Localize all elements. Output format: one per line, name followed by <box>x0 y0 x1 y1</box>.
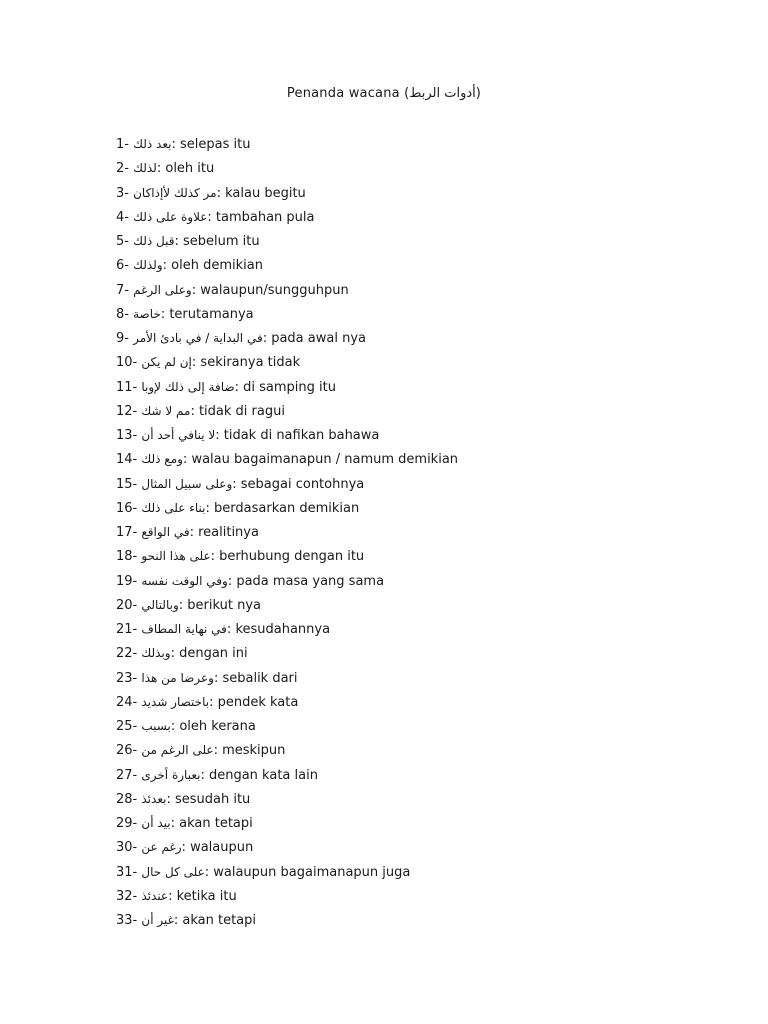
list-item: 28- بعدئذ: sesudah itu <box>116 791 251 807</box>
item-number: 18- <box>116 549 138 565</box>
arabic-phrase: على هذا النحو <box>141 549 211 564</box>
malay-translation: oleh kerana <box>179 719 256 734</box>
page-title: Penanda wacana (أدوات الربط) <box>286 86 482 101</box>
malay-translation: oleh itu <box>165 161 215 177</box>
list-item: 23- وعرضا من هذا: sebalik dari <box>116 670 298 686</box>
phrase-list <box>116 136 736 936</box>
arabic-phrase: ضافة إلى ذلك لإوبا <box>141 379 235 394</box>
malay-translation: tidak di nafikan bahawa <box>223 428 380 443</box>
item-number: 13- <box>116 428 138 443</box>
list-item: 31- على كل حال: walaupun bagaimanapun juga <box>116 864 411 880</box>
list-item: 12- مم لا شك: tidak di ragui <box>116 403 285 419</box>
malay-translation: pendek kata <box>217 694 299 710</box>
malay-translation: oleh demikian <box>171 258 263 274</box>
arabic-phrase: لذلك <box>133 161 157 176</box>
arabic-phrase: وبالتالي <box>141 597 179 612</box>
item-number: 20- <box>116 597 138 613</box>
malay-translation: selepas itu <box>179 137 251 152</box>
item-number: 31- <box>116 864 138 880</box>
item-number: 7- <box>116 282 129 298</box>
malay-translation: sesudah itu <box>174 791 251 807</box>
list-item: 11- ضافة إلى ذلك لإوبا: di samping itu <box>116 379 336 395</box>
item-number: 16- <box>116 500 138 516</box>
malay-translation: berikut nya <box>187 597 261 613</box>
list-item: 22- وبذلك: dengan ini <box>116 646 248 662</box>
list-item: 19- وفي الوقت نفسه: pada masa yang sama <box>116 573 385 589</box>
arabic-phrase: بعبارة أخرى <box>141 767 201 782</box>
item-number: 1- <box>116 137 129 152</box>
arabic-phrase: رغم عن <box>141 840 182 855</box>
malay-translation: pada masa yang sama <box>236 573 385 589</box>
list-item: 9- في البداية / في بادئ الأمر: pada awal nya <box>116 331 366 346</box>
item-number: 24- <box>116 694 138 710</box>
arabic-phrase: باختصار شديد <box>141 694 210 709</box>
item-number: 14- <box>116 452 138 468</box>
item-number: 28- <box>116 791 138 807</box>
item-number: 10- <box>116 355 138 371</box>
arabic-phrase: لا ينافي أحد أن <box>141 428 216 442</box>
malay-translation: walaupun bagaimanapun juga <box>213 864 411 880</box>
arabic-phrase: غير أن <box>141 913 174 927</box>
list-item: 13- لا ينافي أحد أن: tidak di nafikan bahawa <box>116 428 380 443</box>
malay-translation: sebalik dari <box>222 670 298 686</box>
arabic-phrase: مر كذلك لأإذاكان <box>133 185 217 200</box>
item-number: 19- <box>116 573 138 589</box>
malay-translation: tidak di ragui <box>198 403 285 419</box>
list-item: 8- خاصة: terutamanya <box>116 306 254 322</box>
item-number: 21- <box>116 622 138 637</box>
malay-translation: dengan kata lain <box>208 767 318 783</box>
malay-translation: ketika itu <box>176 888 237 904</box>
list-item: 5- قبل ذلك: sebelum itu <box>116 234 260 249</box>
arabic-phrase: في البداية / في بادئ الأمر <box>133 331 263 345</box>
list-item: 1- بعد ذلك: selepas itu <box>116 137 251 152</box>
item-number: 26- <box>116 743 138 759</box>
malay-translation: walaupun <box>190 840 254 856</box>
arabic-phrase: في نهاية المطاف <box>141 622 227 636</box>
arabic-phrase: وعرضا من هذا <box>141 670 214 685</box>
malay-translation: meskipun <box>222 743 286 759</box>
list-item: 32- عندئذ: ketika itu <box>116 888 237 904</box>
malay-translation: sebelum itu <box>183 234 260 249</box>
list-item: 10- إن لم يكن: sekiranya tidak <box>116 355 301 371</box>
arabic-phrase: بسبب <box>141 719 171 733</box>
list-item: 17- في الواقع: realitinya <box>116 525 259 540</box>
item-number: 4- <box>116 209 129 225</box>
malay-translation: di samping itu <box>243 379 336 395</box>
arabic-phrase: بعد ذلك <box>133 137 172 151</box>
item-number: 2- <box>116 161 129 177</box>
malay-translation: kesudahannya <box>235 622 331 637</box>
arabic-phrase: عندئذ <box>141 888 169 903</box>
item-number: 22- <box>116 646 138 662</box>
item-number: 3- <box>116 185 129 201</box>
malay-translation: realitinya <box>198 525 259 540</box>
item-number: 33- <box>116 913 138 928</box>
malay-translation: berhubung dengan itu <box>219 549 365 565</box>
list-item: 25- بسبب: oleh kerana <box>116 719 256 734</box>
list-item: 7- وعلى الرغم: walaupun/sungguhpun <box>116 282 349 298</box>
item-number: 17- <box>116 525 138 540</box>
arabic-phrase: إن لم يكن <box>141 355 192 370</box>
arabic-phrase: وبذلك <box>141 646 171 661</box>
item-number: 11- <box>116 379 138 395</box>
list-item: 20- وبالتالي: berikut nya <box>116 597 261 613</box>
list-item: 27- بعبارة أخرى: dengan kata lain <box>116 767 318 783</box>
arabic-phrase: في الواقع <box>141 525 190 539</box>
item-number: 9- <box>116 331 129 346</box>
item-number: 32- <box>116 888 138 904</box>
list-item: 26- على الرغم من: meskipun <box>116 743 286 759</box>
arabic-phrase: وعلى سبيل المثال <box>141 476 233 491</box>
item-number: 12- <box>116 403 138 419</box>
arabic-phrase: وفي الوقت نفسه <box>141 573 228 588</box>
list-item: 4- علاوة على ذلك: tambahan pula <box>116 209 315 225</box>
list-item: 33- غير أن: akan tetapi <box>116 913 257 928</box>
list-item: 21- في نهاية المطاف: kesudahannya <box>116 622 331 637</box>
malay-translation: walau bagaimanapun / namum demikian <box>191 452 459 468</box>
malay-translation: sebagai contohnya <box>240 476 365 492</box>
item-number: 5- <box>116 234 129 249</box>
arabic-phrase: مم لا شك <box>141 403 191 418</box>
arabic-phrase: على كل حال <box>141 864 205 879</box>
arabic-phrase: بعدئذ <box>141 791 167 806</box>
item-number: 29- <box>116 816 138 831</box>
item-number: 30- <box>116 840 138 856</box>
arabic-phrase: ومع ذلك <box>141 452 183 467</box>
malay-translation: tambahan pula <box>215 209 315 225</box>
list-item: 3- مر كذلك لأإذاكان: kalau begitu <box>116 185 306 201</box>
arabic-phrase: علاوة على ذلك <box>133 209 208 224</box>
item-number: 25- <box>116 719 138 734</box>
malay-translation: berdasarkan demikian <box>214 500 360 516</box>
arabic-phrase: قبل ذلك <box>133 234 175 248</box>
list-item: 24- باختصار شديد: pendek kata <box>116 694 299 710</box>
list-item: 18- على هذا النحو: berhubung dengan itu <box>116 549 365 565</box>
item-number: 6- <box>116 258 129 274</box>
arabic-phrase: وعلى الرغم <box>133 282 192 297</box>
malay-translation: walaupun/sungguhpun <box>200 282 349 298</box>
list-item: 30- رغم عن: walaupun <box>116 840 254 856</box>
arabic-phrase: بيد أن <box>141 816 171 830</box>
item-number: 23- <box>116 670 138 686</box>
malay-translation: sekiranya tidak <box>200 355 301 371</box>
list-item: 15- وعلى سبيل المثال: sebagai contohnya <box>116 476 365 492</box>
malay-translation: akan tetapi <box>179 816 253 831</box>
malay-translation: akan tetapi <box>182 913 257 928</box>
arabic-phrase: بناء على ذلك <box>141 500 206 515</box>
list-item: 14- ومع ذلك: walau bagaimanapun / namum demikian <box>116 452 459 468</box>
malay-translation: terutamanya <box>169 306 254 322</box>
malay-translation: dengan ini <box>179 646 248 662</box>
list-item: 6- ولذلك: oleh demikian <box>116 258 263 274</box>
item-number: 8- <box>116 306 129 322</box>
arabic-phrase: خاصة <box>133 306 161 321</box>
arabic-phrase: ولذلك <box>133 258 163 273</box>
arabic-phrase: على الرغم من <box>141 743 214 758</box>
list-item: 2- لذلك: oleh itu <box>116 161 215 177</box>
malay-translation: kalau begitu <box>225 185 306 201</box>
list-item: 16- بناء على ذلك: berdasarkan demikian <box>116 500 360 516</box>
item-number: 27- <box>116 767 138 783</box>
malay-translation: pada awal nya <box>271 331 366 346</box>
item-number: 15- <box>116 476 138 492</box>
list-item: 29- بيد أن: akan tetapi <box>116 816 253 831</box>
